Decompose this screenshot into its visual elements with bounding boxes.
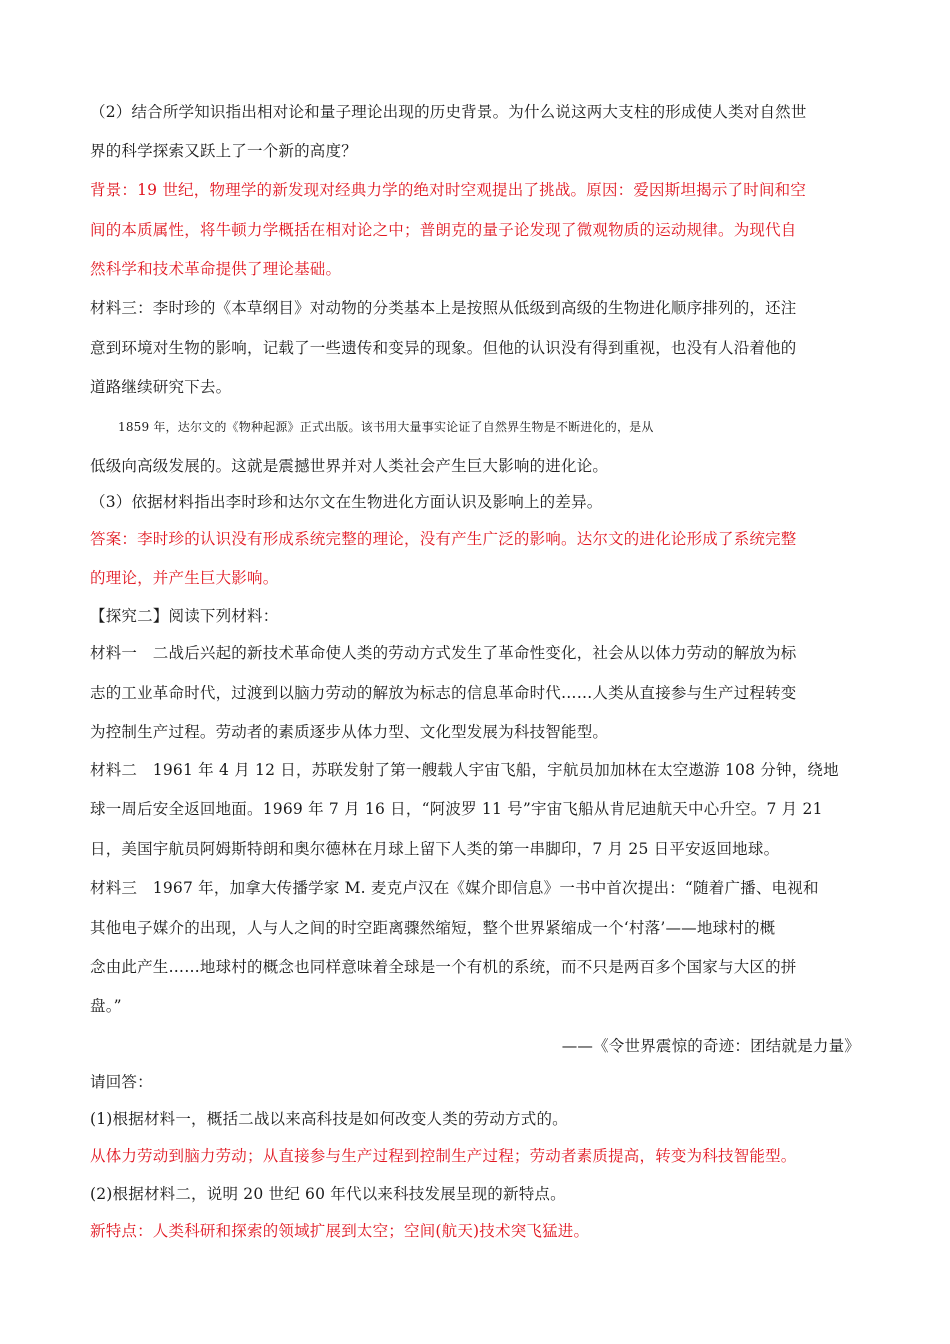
material-one-line-1: 材料一 二战后兴起的新技术革命使人类的劳动方式发生了革命性变化，社会从以体力劳动的解放为标 (90, 644, 797, 662)
material-two-line-3: 日，美国宇航员阿姆斯特朗和奥尔德林在月球上留下人类的第一串脚印，7 月 25 日平安返回地球。 (90, 840, 780, 858)
material-3-line-1: 材料三：李时珍的《本草纲目》对动物的分类基本上是按照从低级到高级的生物进化顺序排列的，还注 (90, 299, 797, 317)
material-3-line-2: 意到环境对生物的影响，记载了一些遗传和变异的现象。但他的认识没有得到重视，也没有人沿着他的 (90, 339, 797, 357)
quote-source: ——《令世界震惊的奇迹：团结就是力量》 (561, 1037, 860, 1055)
material-three-line-4: 盘。” (90, 997, 122, 1015)
sub-answer-1: 从体力劳动到脑力劳动；从直接参与生产过程到控制生产过程；劳动者素质提高，转变为科技智能型。 (90, 1147, 797, 1165)
question-2-line-1: （2）结合所学知识指出相对论和量子理论出现的历史背景。为什么说这两大支柱的形成使人类对自然世 (90, 103, 807, 121)
answer-2-line-1: 背景：19 世纪，物理学的新发现对经典力学的绝对时空观提出了挑战。原因：爱因斯坦揭示了时间和空 (90, 181, 807, 199)
material-three-line-3: 念由此产生……地球村的概念也同样意味着全球是一个有机的系统，而不只是两百多个国家与大区的拼 (90, 958, 797, 976)
sub-question-1: (1)根据材料一，概括二战以来高科技是如何改变人类的劳动方式的。 (90, 1110, 568, 1128)
sub-question-2: (2)根据材料二，说明 20 世纪 60 年代以来科技发展呈现的新特点。 (90, 1185, 566, 1203)
material-two-line-2: 球一周后安全返回地面。1969 年 7 月 16 日，“阿波罗 11 号”宇宙飞船从肯尼迪航天中心升空。7 月 21 (90, 800, 823, 818)
material-3-line-3: 道路继续研究下去。 (90, 378, 232, 396)
material-one-line-2: 志的工业革命时代，过渡到以脑力劳动的解放为标志的信息革命时代……人类从直接参与生产过程转变 (90, 684, 797, 702)
section-heading: 【探究二】阅读下列材料： (90, 607, 279, 625)
answer-2-line-2: 间的本质属性，将牛顿力学概括在相对论之中；普朗克的量子论发现了微观物质的运动规律。为现代自 (90, 221, 797, 239)
answer-3-line-2: 的理论，并产生巨大影响。 (90, 569, 279, 587)
material-three-line-1: 材料三 1967 年，加拿大传播学家 M. 麦克卢汉在《媒介即信息》一书中首次提出：“随着广播、电视和 (90, 879, 819, 897)
material-3-paragraph-2-line-2: 低级向高级发展的。这就是震撼世界并对人类社会产生巨大影响的进化论。 (90, 457, 609, 475)
sub-answer-2: 新特点：人类科研和探索的领域扩展到太空；空间(航天)技术突飞猛进。 (90, 1222, 590, 1240)
material-three-line-2: 其他电子媒介的出现，人与人之间的时空距离骤然缩短，整个世界紧缩成一个‘村落’——地球村的概 (90, 919, 776, 937)
answer-3-line-1: 答案：李时珍的认识没有形成系统完整的理论，没有产生广泛的影响。达尔文的进化论形成了系统完整 (90, 530, 797, 548)
material-two-line-1: 材料二 1961 年 4 月 12 日，苏联发射了第一艘载人宇宙飞船，宇航员加加林在太空遨游 108 分钟，绕地 (90, 761, 839, 779)
question-2-line-2: 界的科学探索又跃上了一个新的高度？ (90, 142, 357, 160)
question-3: （3）依据材料指出李时珍和达尔文在生物进化方面认识及影响上的差异。 (90, 493, 603, 511)
material-3-paragraph-2-line-1: 1859 年，达尔文的《物种起源》正式出版。该书用大量事实论证了自然界生物是不断进化的，是从 (118, 420, 654, 434)
please-answer-label: 请回答： (90, 1073, 153, 1091)
answer-2-line-3: 然科学和技术革命提供了理论基础。 (90, 260, 342, 278)
material-one-line-3: 为控制生产过程。劳动者的素质逐步从体力型、文化型发展为科技智能型。 (90, 723, 609, 741)
